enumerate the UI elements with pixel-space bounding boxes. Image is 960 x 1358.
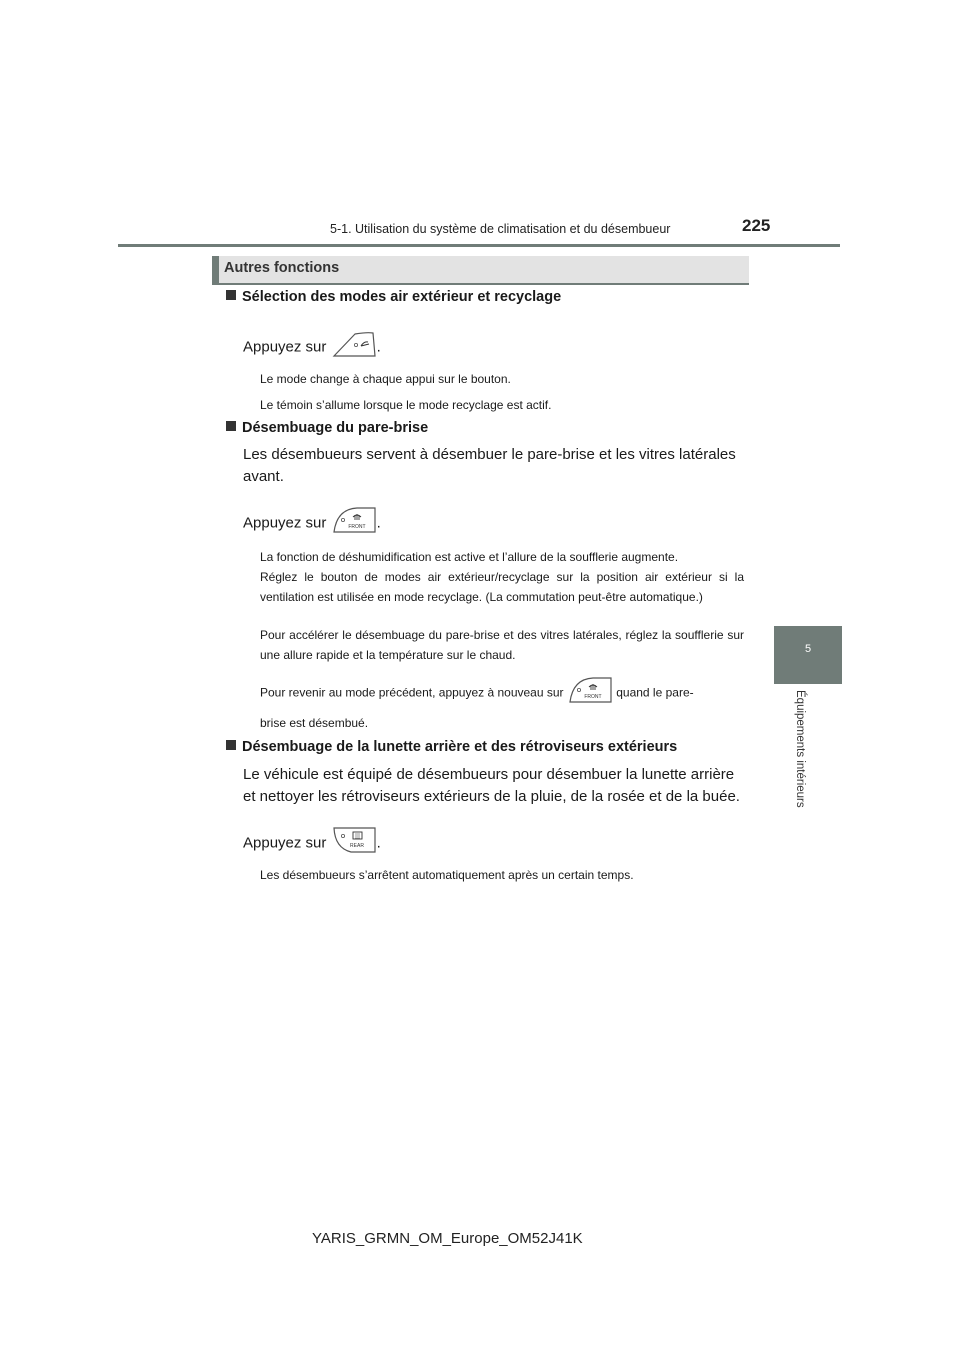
body-text-windshield: Les désembueurs servent à désembuer le pare-brise et les vitres latérales avant. — [243, 446, 736, 485]
note-text: Pour accélérer le désembuage du pare-brise et des vitres latérales, réglez la soufflerie sur une allure rapide et la température sur le chaud. — [260, 628, 744, 662]
chapter-tab-label: Équipements intérieurs — [794, 690, 806, 808]
header-chapter-title: 5-1. Utilisation du système de climatisation et du désembueur — [330, 222, 671, 236]
square-bullet-icon — [226, 421, 236, 431]
item-heading-rear-defog: Désembuage de la lunette arrière et des rétroviseurs extérieurs — [226, 739, 677, 755]
note-text-return: Pour revenir au mode précédent, appuyez à nouveau sur FRONT quand le pare- — [260, 676, 744, 711]
section-title-box — [212, 256, 749, 285]
note-text: Le mode change à chaque appui sur le bouton. — [260, 372, 511, 386]
note-text: brise est désembué. — [260, 716, 369, 730]
front-defroster-button-icon — [567, 676, 613, 711]
header-divider — [118, 244, 840, 247]
body-text-rear: Le véhicule est équipé de désembueurs pour désembuer la lunette arrière et nettoyer les rétroviseurs extérieurs de la pluie, de la rosée et de la buée. — [243, 766, 740, 805]
front-defroster-button-icon — [331, 506, 377, 541]
footer-doc-id: YARIS_GRMN_OM_Europe_OM52J41K — [312, 1230, 583, 1247]
recirculation-button-icon — [331, 330, 377, 365]
page-number: 225 — [742, 216, 771, 235]
item-heading-recirculation: Sélection des modes air extérieur et recyclage — [226, 289, 561, 305]
section-title-accent — [212, 256, 219, 283]
square-bullet-icon — [226, 290, 236, 300]
chapter-tab-number: 5 — [804, 643, 812, 655]
section-title: Autres fonctions — [224, 260, 340, 276]
svg-text:FRONT: FRONT — [584, 694, 602, 700]
svg-text:FRONT: FRONT — [347, 524, 366, 530]
press-instruction-rear: Appuyez sur REAR . — [243, 826, 745, 861]
chapter-tab — [774, 626, 842, 684]
item-heading-windshield-defog: Désembuage du pare-brise — [226, 420, 428, 436]
note-text: Le témoin s’allume lorsque le mode recyclage est actif. — [260, 398, 552, 412]
rear-defogger-button-icon — [331, 826, 377, 861]
note-text: Les désembueurs s’arrêtent automatiquement après un certain temps. — [260, 868, 634, 882]
press-instruction-recirculation: Appuyez sur . — [243, 330, 745, 365]
note-text: Réglez le bouton de modes air extérieur/recyclage sur la position air extérieur si la ventilation est utilisée en mode recyclage. (La commutation peut-être automatique.) — [260, 570, 744, 604]
svg-text:REAR: REAR — [349, 843, 364, 849]
press-instruction-front: Appuyez sur FRONT . — [243, 506, 745, 541]
note-text: La fonction de déshumidification est active et l’allure de la soufflerie augmente. — [260, 550, 679, 564]
square-bullet-icon — [226, 740, 236, 750]
